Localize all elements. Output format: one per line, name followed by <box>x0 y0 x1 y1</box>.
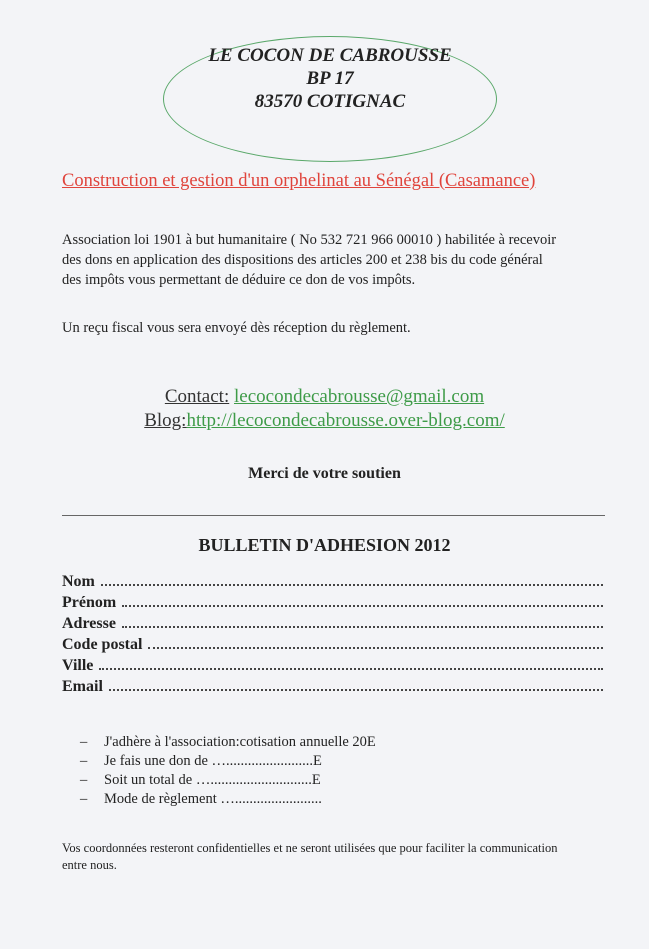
field-label: Adresse <box>62 615 116 632</box>
bullet-dash: – <box>80 791 88 807</box>
membership-options-list <box>80 733 376 809</box>
membership-form-fields <box>62 573 603 699</box>
description-line-3: des impôts vous permettant de déduire ce don de vos impôts. <box>62 272 416 288</box>
tax-receipt-note: Un reçu fiscal vous sera envoyé dès réception du règlement. <box>62 320 411 336</box>
description-line-2: des dons en application des dispositions des articles 200 et 238 bis du code général <box>62 252 543 268</box>
bullet-dash: – <box>80 753 88 769</box>
association-header <box>163 44 497 113</box>
field-label: Nom <box>62 573 95 590</box>
contact-label: Contact: <box>164 386 230 407</box>
field-code-postal[interactable] <box>62 636 603 657</box>
membership-form-title: BULLETIN D'ADHESION 2012 <box>198 535 451 555</box>
contact-email-link[interactable]: lecocondecabrousse@gmail.com <box>233 386 485 407</box>
field-label: Email <box>62 678 103 695</box>
header-name: LE COCON DE CABROUSSE <box>208 45 452 66</box>
option-donation[interactable]: Je fais une don de …........................E <box>104 753 322 769</box>
privacy-footnote <box>62 840 602 874</box>
list-item <box>80 771 376 790</box>
fill-in-line <box>109 689 603 691</box>
fill-in-line <box>148 647 603 649</box>
footnote-line-2: entre nous. <box>62 858 117 872</box>
section-divider <box>62 515 605 516</box>
thanks-text: Merci de votre soutien <box>248 465 401 482</box>
option-total[interactable]: Soit un total de …............................E <box>104 772 321 788</box>
list-item <box>80 790 376 809</box>
field-nom[interactable] <box>62 573 603 594</box>
field-label: Ville <box>62 657 94 674</box>
field-adresse[interactable] <box>62 615 603 636</box>
option-membership-fee: J'adhère à l'association:cotisation annuelle 20E <box>104 734 376 750</box>
fill-in-line <box>122 605 603 607</box>
footnote-line-1: Vos coordonnées resteront confidentielles et ne seront utilisées que pour faciliter la communication <box>62 841 558 855</box>
association-description <box>62 230 602 290</box>
blog-line <box>0 410 649 432</box>
bullet-dash: – <box>80 734 88 750</box>
field-prenom[interactable] <box>62 594 603 615</box>
field-email[interactable] <box>62 678 603 699</box>
contact-line <box>0 386 649 408</box>
list-item <box>80 752 376 771</box>
option-payment-method[interactable]: Mode de règlement …........................ <box>104 791 322 807</box>
project-subtitle: Construction et gestion d'un orphelinat au Sénégal (Casamance) <box>62 171 536 191</box>
field-label: Prénom <box>62 594 117 611</box>
header-po-box: BP 17 <box>306 68 354 89</box>
fill-in-line <box>122 626 603 628</box>
fill-in-line <box>99 668 603 670</box>
bullet-dash: – <box>80 772 88 788</box>
list-item <box>80 733 376 752</box>
blog-label: Blog: <box>144 410 187 431</box>
description-line-1: Association loi 1901 à but humanitaire ( No 532 721 966 00010 ) habilitée à recevoir <box>62 232 557 248</box>
header-city: 83570 COTIGNAC <box>254 91 406 112</box>
blog-url-link[interactable]: http://lecocondecabrousse.over-blog.com/ <box>186 410 505 431</box>
field-label: Code postal <box>62 636 143 653</box>
fill-in-line <box>101 584 603 586</box>
field-ville[interactable] <box>62 657 603 678</box>
